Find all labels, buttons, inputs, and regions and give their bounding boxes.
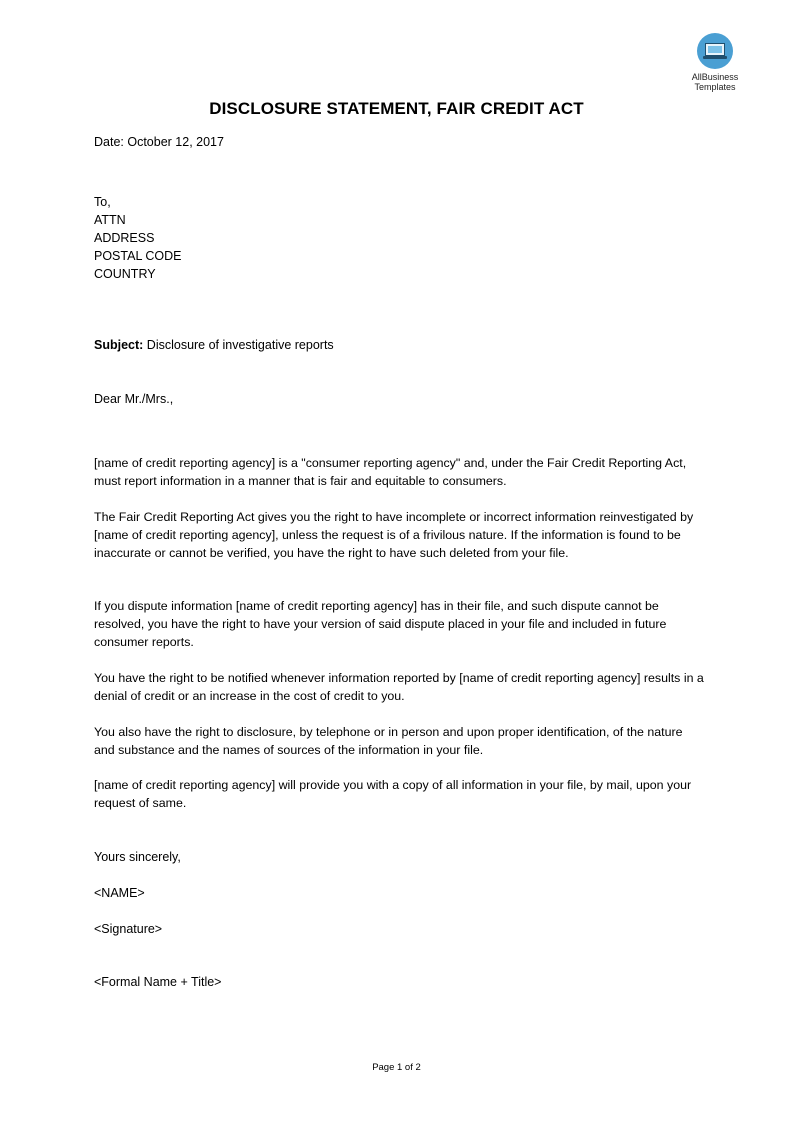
closing: Yours sincerely, — [94, 850, 181, 864]
address-to: To, — [94, 195, 111, 209]
paragraph-4: You have the right to be notified whenever information reported by [name of credit reporting agency] results in a denial of credit or an increase in the cost of credit to you. — [94, 671, 704, 703]
company-logo — [683, 33, 747, 92]
formal-name-title: <Formal Name + Title> — [94, 975, 222, 989]
page-number: Page 1 of 2 — [372, 1062, 421, 1073]
subject-label: Subject: — [94, 338, 144, 352]
address-postal: POSTAL CODE — [94, 249, 182, 263]
paragraph-2: The Fair Credit Reporting Act gives you the right to have incomplete or incorrect information reinvestigated by [name of credit reporting agency], unless the request is of a frivilous nature. If the information is found to be inaccurate or cannot be verified, you have the right to have such deleted from your file. — [94, 510, 694, 560]
address-attn: ATTN — [94, 213, 126, 227]
subject-text: Disclosure of investigative reports — [143, 338, 334, 352]
logo-line-1: AllBusiness — [691, 72, 739, 82]
signature-placeholder: <Signature> — [94, 922, 163, 936]
laptop-icon — [697, 33, 733, 69]
date-line: Date: October 12, 2017 — [94, 135, 224, 149]
subject-line — [94, 336, 704, 354]
paragraph-3: If you dispute information [name of credit reporting agency] has in their file, and such dispute cannot be resolved, you have the right to have your version of said dispute placed in your file and included in future consumer reports. — [94, 599, 667, 649]
address-country: COUNTRY — [94, 267, 156, 281]
paragraph-5: You also have the right to disclosure, by telephone or in person and upon proper identification, of the nature and substance and the names of sources of the information in your file. — [94, 725, 683, 757]
logo-line-2: Templates — [694, 82, 736, 92]
logo-text — [683, 72, 747, 92]
address-street: ADDRESS — [94, 231, 155, 245]
greeting: Dear Mr./Mrs., — [94, 392, 174, 406]
sender-name: <NAME> — [94, 886, 145, 900]
paragraph-1: [name of credit reporting agency] is a "consumer reporting agency" and, under the Fair Credit Reporting Act, must report information in a manner that is fair and equitable to consumers. — [94, 456, 687, 488]
paragraph-6: [name of credit reporting agency] will provide you with a copy of all information in your file, by mail, upon your request of same. — [94, 778, 692, 810]
recipient-address — [94, 193, 704, 283]
document-title: DISCLOSURE STATEMENT, FAIR CREDIT ACT — [209, 99, 584, 118]
